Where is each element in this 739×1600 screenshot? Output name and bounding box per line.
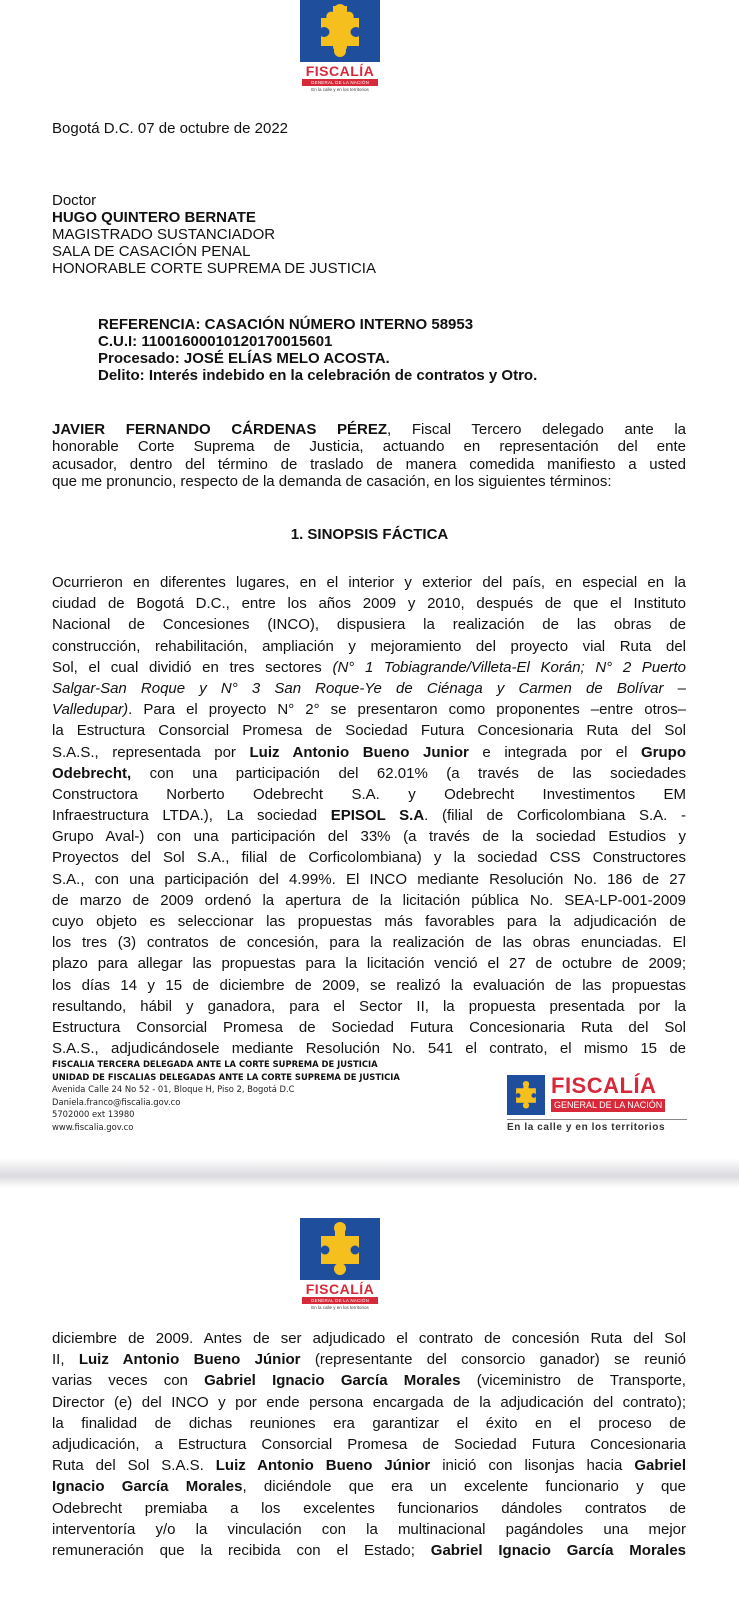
reference-value: : CASACIÓN NÚMERO INTERNO 58953 bbox=[195, 316, 474, 333]
recipient-court: HONORABLE CORTE SUPREMA DE JUSTICIA bbox=[52, 260, 376, 277]
footer-logo-band: GENERAL DE LA NACIÓN bbox=[551, 1099, 665, 1112]
footer-logo-rule bbox=[507, 1119, 687, 1120]
puzzle-piece-icon bbox=[507, 1075, 545, 1115]
recipient-name: HUGO QUINTERO BERNATE bbox=[52, 209, 256, 226]
footer-office: FISCALIA TERCERA DELEGADA ANTE LA CORTE SUPREMA DE JUSTICIA bbox=[52, 1059, 378, 1069]
footer-logo-title: FISCALÍA bbox=[551, 1073, 657, 1098]
fiscalia-footer-logo bbox=[507, 1075, 687, 1133]
procesado-line: Procesado: JOSÉ ELÍAS MELO ACOSTA. bbox=[98, 350, 390, 367]
fiscalia-header-logo bbox=[300, 1218, 380, 1312]
letter-date: Bogotá D.C. 07 de octubre de 2022 bbox=[52, 120, 289, 137]
document-page-2 bbox=[0, 1188, 739, 1600]
logo-title: FISCALÍA bbox=[305, 1281, 375, 1297]
section-heading: 1. SINOPSIS FÁCTICA bbox=[290, 526, 449, 543]
page-separator bbox=[0, 1158, 739, 1188]
recipient-block bbox=[52, 192, 376, 277]
logo-tagline: En la calle y en los territorios bbox=[311, 1305, 369, 1310]
prosecutor-name: JAVIER FERNANDO CÁRDENAS PÉREZ bbox=[52, 421, 388, 438]
footer-address: Avenida Calle 24 No 52 - 01, Bloque H, Piso 2, Bogotá D.C bbox=[52, 1084, 295, 1094]
footer-logo-tagline: En la calle y en los territorios bbox=[507, 1122, 666, 1133]
logo-band: GENERAL DE LA NACIÓN bbox=[302, 1297, 378, 1304]
recipient-title: MAGISTRADO SUSTANCIADOR bbox=[52, 226, 276, 243]
logo-band: GENERAL DE LA NACIÓN bbox=[302, 79, 378, 86]
fiscalia-header-logo bbox=[300, 0, 380, 94]
reference-line bbox=[98, 316, 537, 333]
footer-email: Daniela.franco@fiscalia.gov.co bbox=[52, 1096, 181, 1107]
puzzle-piece-icon bbox=[300, 0, 380, 62]
synopsis-paragraph: Ocurrieron en diferentes lugares, en el interior y exterior del país, en especial en la ciudad de Bogotá D.C., entre los años 2009 y 2010, después de que el Instituto Nacional de Concesiones (INCO), dispusiera la realización de las obras de construcción, rehabilitación, ampliación y mejoramiento del proyecto vial Ruta del Sol, el cual dividió en tres sectores (N° 1 Tobiagrande/Villeta-El Korán; N° 2 Puerto Salgar-San Roque y N° 3 San Roque-Ye de Ciénaga y Carmen de Bolívar – Valledupar). Para el proyecto N° 2° se presentaron como proponentes –entre otros– la Estructura Consorcial Promesa de Sociedad Futura Concesionaria Ruta del Sol S.A.S., representada por Luiz Antonio Bueno Junior e integrada por el Grupo Odebrecht, con una participación del 62.01% (a través de las sociedades Constructora Norberto Odebrecht S.A. y Odebrecht Investimentos EM Infraestructura LTDA.), La sociedad EPISOL S.A. (filial de Corficolombiana S.A. - Grupo Aval-) con una participación del 33% (a través de la sociedad Estudios y Proyectos del Sol S.A., filial de Corficolombiana) y la sociedad CSS Constructores S.A., con una participación del 4.99%. El INCO mediante Resolución No. 186 de 27 de marzo de 2009 ordenó la apertura de la licitación pública No. SEA-LP-001-2009 cuyo objeto es seleccionar las propuestas más favorables para la adjudicación de los tres (3) contratos de concesión, para la realización de las obras enunciadas. El plazo para allegar las propuestas para la licitación venció el 27 de octubre de 2009; los días 14 y 15 de diciembre de 2009, se realizó la evaluación de las propuestas resultando, hábil y ganadora, para el Sector II, la propuesta presentada por la Estructura Consorcial Promesa de Sociedad Futura Concesionaria Ruta del Sol S.A.S., adjudicándosele mediante Resolución No. 541 el contrato, el mismo 15 de bbox=[52, 574, 687, 1058]
footer-contact-block bbox=[52, 1058, 400, 1133]
recipient-salutation: Doctor bbox=[52, 192, 97, 209]
synopsis-paragraph-continued: diciembre de 2009. Antes de ser adjudicado el contrato de concesión Ruta del Sol II, Luiz Antonio Bueno Júnior (representante del consorcio ganador) se reunió varias veces con Gabriel Ignacio García Morales (viceministro de Transporte, Director (e) del INCO y por ende persona encargada de la adjudicación del contrato); la finalidad de dichas reuniones era garantizar el éxito en el proceso de adjudicación, a Estructura Consorcial Promesa de Sociedad Futura Concesionaria Ruta del Sol S.A.S. Luiz Antonio Bueno Júnior inició con lisonjas hacia Gabriel Ignacio García Morales, diciéndole que era un excelente funcionario y que Odebrecht premiaba a los excelentes funcionarios dándoles contratos de interventoría y/o la vinculación con la multinacional pagándoles una mejor remuneración que la recibida con el Estado; Gabriel Ignacio García Morales bbox=[52, 1330, 687, 1559]
logo-title: FISCALÍA bbox=[305, 63, 375, 79]
reference-label: REFERENCIA bbox=[98, 316, 196, 333]
delito-value: : Interés indebido en la celebración de contratos y Otro. bbox=[139, 367, 538, 384]
footer-website: www.fiscalia.gov.co bbox=[52, 1121, 134, 1132]
recipient-chamber: SALA DE CASACIÓN PENAL bbox=[52, 243, 251, 260]
delito-line bbox=[98, 367, 537, 384]
footer-unit: UNIDAD DE FISCALIAS DELEGADAS ANTE LA CORTE SUPREMA DE JUSTICIA bbox=[52, 1071, 400, 1082]
reference-block bbox=[98, 316, 537, 384]
puzzle-piece-icon bbox=[300, 1218, 380, 1280]
footer-phone: 5702000 ext 13980 bbox=[52, 1109, 135, 1119]
delito-label: Delito bbox=[98, 367, 140, 384]
logo-tagline: En la calle y en los territorios bbox=[311, 87, 369, 92]
cui-line: C.U.I: 11001600010120170015601 bbox=[98, 333, 333, 350]
intro-paragraph: JAVIER FERNANDO CÁRDENAS PÉREZ, Fiscal Tercero delegado ante la honorable Corte Suprema de Justicia, actuando en representación del ente acusador, dentro del término de traslado de manera comedida manifiesto a usted que me pronuncio, respecto de la demanda de casación, en los siguientes términos: bbox=[52, 421, 686, 490]
